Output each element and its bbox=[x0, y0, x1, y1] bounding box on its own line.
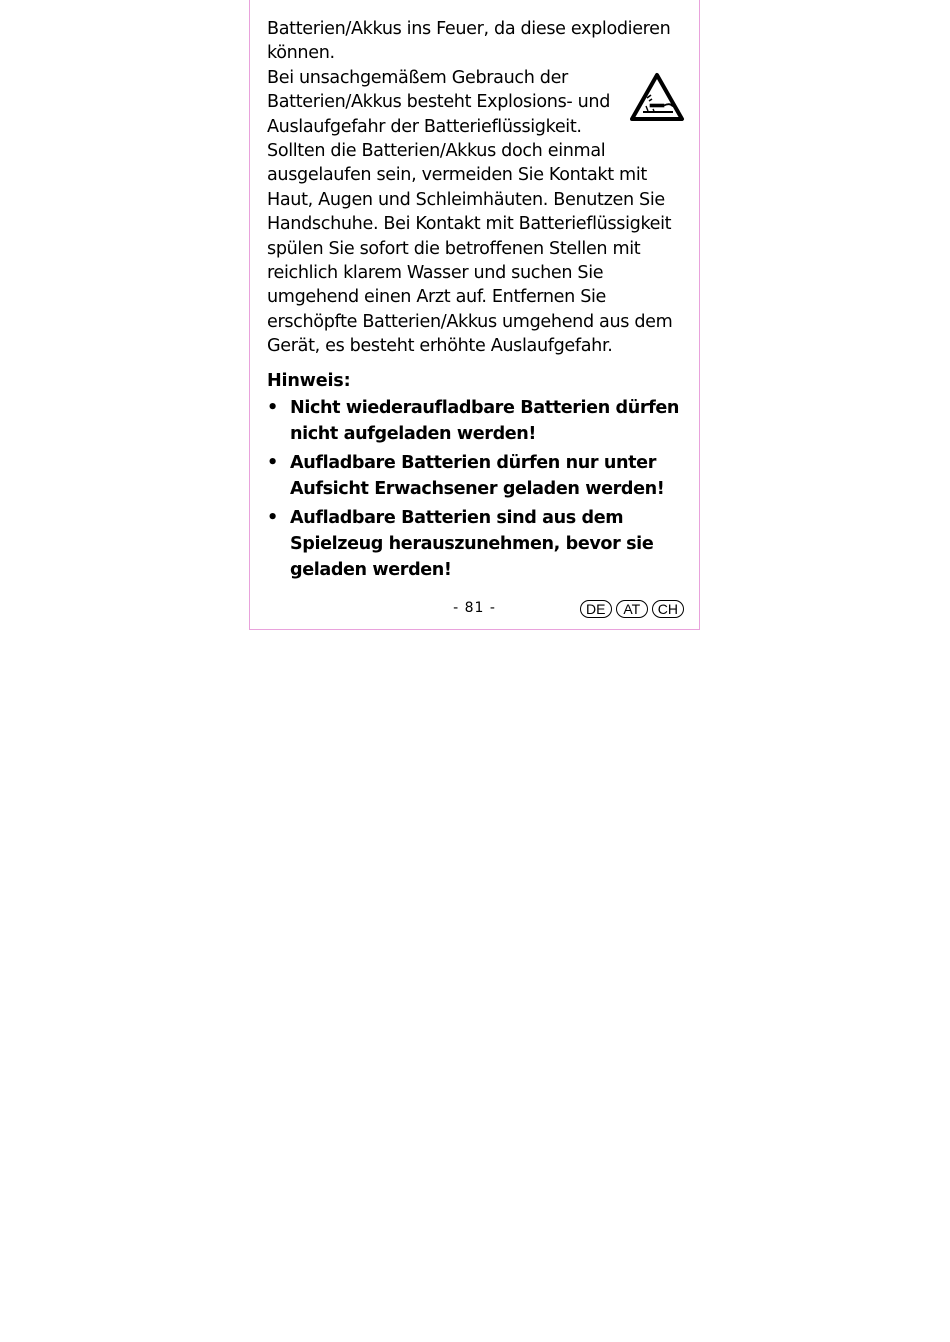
hazard-block bbox=[267, 66, 687, 139]
note-list bbox=[267, 395, 687, 583]
page-footer bbox=[249, 598, 700, 622]
note-item bbox=[267, 505, 687, 583]
paragraph-leak-instructions: Sollten die Batterien/Akkus doch einmal ausgelaufen sein, vermeiden Sie Kontakt mit Haut, Augen und Schleimhäuten. Benutzen Sie Handschuhe. Bei Kontakt mit Batterieflüssigkeit spülen Sie sofort die betroffenen Stellen mit reichlich klarem Wasser und suchen Sie umgehend einen Arzt auf. Entfernen Sie erschöpfte Batterien/Akkus umgehend aus dem Gerät, es besteht erhöhte Auslaufgefahr. bbox=[267, 141, 673, 357]
country-badge-de: DE bbox=[580, 600, 612, 618]
bullet-icon: • bbox=[267, 508, 278, 529]
country-badge-at: AT bbox=[616, 600, 648, 618]
note-item-text: Aufladbare Batterien dürfen nur unter Aufsicht Erwachsener geladen werden! bbox=[290, 453, 665, 500]
page-number: - 81 - bbox=[453, 600, 496, 616]
note-item bbox=[267, 450, 687, 502]
page-content bbox=[267, 17, 687, 586]
country-badges bbox=[580, 600, 684, 618]
bullet-icon: • bbox=[267, 453, 278, 474]
country-badge-ch: CH bbox=[652, 600, 684, 618]
note-item-text: Aufladbare Batterien sind aus dem Spielzeug herauszunehmen, bevor sie geladen werden! bbox=[290, 508, 654, 581]
note-heading: Hinweis: bbox=[267, 370, 351, 391]
bullet-icon: • bbox=[267, 398, 278, 419]
note-item bbox=[267, 395, 687, 447]
paragraph-explosion-risk: Bei unsachgemäßem Gebrauch der Batterien/Akkus besteht Explosions- und Auslaufgefahr der Batterieflüssigkeit. bbox=[267, 67, 611, 137]
note-item-text: Nicht wiederaufladbare Batterien dürfen nicht aufgeladen werden! bbox=[290, 398, 680, 445]
paragraph-fire-warning: Batterien/Akkus ins Feuer, da diese explodieren können. bbox=[267, 19, 671, 64]
corrosive-warning-icon bbox=[629, 72, 685, 122]
